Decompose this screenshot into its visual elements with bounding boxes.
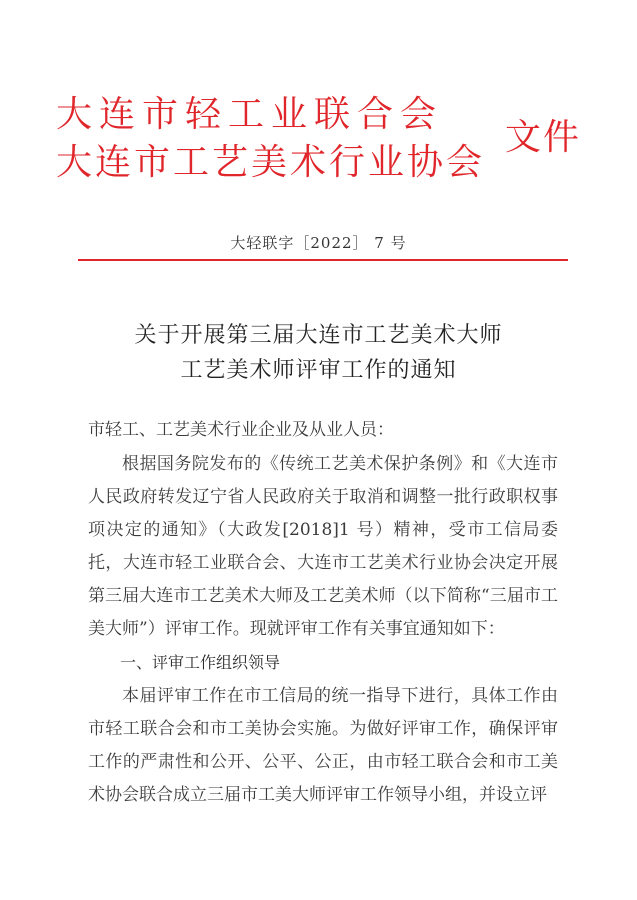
issuing-org-line-1: 大连市轻工业联合会 bbox=[56, 94, 444, 135]
document-number: 大轻联字［2022］ 7 号 bbox=[230, 234, 407, 252]
addressee: 市轻工、工艺美术行业企业及从业人员： bbox=[88, 420, 394, 440]
notice-title-line-1: 关于开展第三届大连市工艺美术大师 bbox=[134, 323, 503, 348]
document-type-label: 文件 bbox=[505, 117, 582, 158]
body-paragraph-1: 根据国务院发布的《传统工艺美术保护条例》和《大连市人民政府转发辽宁省人民政府关于取消和调整一批行政职权事项决定的通知》（大政发[2018]1 号）精神，受市工信局委托，大连市轻工业联合会、大连市工艺美术行业协会决定开展第三届大连市工艺美术大师及工艺美术师（以下简称“三届市工美大师”）评审工作。现就评审工作有关事宜通知如下： bbox=[88, 454, 558, 639]
notice-title-line-2: 工艺美术师评审工作的通知 bbox=[180, 358, 457, 383]
red-divider-line bbox=[78, 259, 568, 261]
section-heading-1: 一、评审工作组织领导 bbox=[120, 653, 281, 672]
body-paragraph-2: 本届评审工作在市工信局的统一指导下进行，具体工作由市轻工联合会和市工美协会实施。为做好评审工作，确保评审工作的严肃性和公开、公平、公正，由市轻工联合会和市工美术协会联合成立三届市工美大师评审工作领导小组，并设立评 bbox=[88, 686, 558, 805]
issuing-org-line-2: 大连市工艺美术行业协会 bbox=[56, 142, 486, 183]
